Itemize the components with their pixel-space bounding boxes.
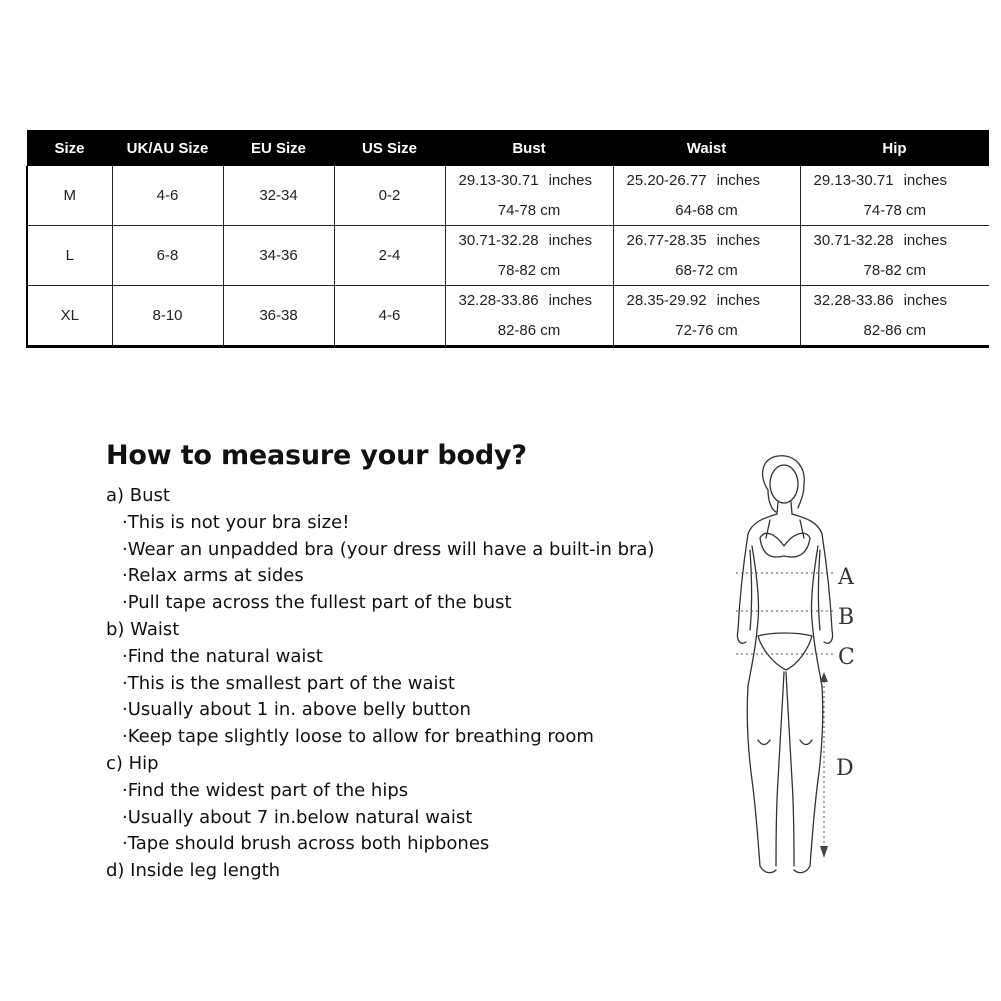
- inch-unit: inches: [716, 232, 760, 250]
- guide-item: ·Find the natural waist: [122, 645, 323, 667]
- header-bust: Bust: [445, 130, 613, 166]
- cell-us: 2-4: [334, 226, 445, 286]
- inch-unit: inches: [903, 232, 947, 250]
- cell-bust: [445, 226, 613, 286]
- cell-uk-au: 6-8: [112, 226, 223, 286]
- header-waist: Waist: [613, 130, 800, 166]
- table-row: [27, 166, 989, 226]
- guide-item: ·Wear an unpadded bra (your dress will have a built-in bra): [122, 538, 655, 560]
- hip-cm: 82-86 cm: [863, 321, 927, 339]
- guide-item: ·This is not your bra size!: [122, 511, 350, 533]
- cell-eu: 34-36: [223, 226, 334, 286]
- cell-uk-au: 8-10: [112, 286, 223, 347]
- cell-hip: [800, 166, 989, 226]
- guide-item: ·Keep tape slightly loose to allow for breathing room: [122, 726, 594, 748]
- bust-inches: 30.71-32.28: [458, 232, 539, 250]
- cell-bust: [445, 166, 613, 226]
- size-chart-table: [26, 130, 989, 348]
- inch-unit: inches: [548, 292, 592, 310]
- section-heading: a) Bust: [106, 485, 170, 506]
- label-b: B: [838, 605, 855, 630]
- inch-unit: inches: [716, 292, 760, 310]
- waist-cm: 64-68 cm: [675, 201, 738, 219]
- cell-hip: [800, 286, 989, 347]
- header-hip: Hip: [800, 130, 989, 166]
- bust-cm: 82-86 cm: [497, 321, 561, 339]
- guide-title: How to measure your body?: [106, 440, 527, 471]
- section-heading: b) Waist: [106, 618, 180, 640]
- cell-us: 4-6: [334, 286, 445, 347]
- inch-unit: inches: [548, 232, 592, 250]
- section-waist: [106, 617, 654, 751]
- hip-cm: 78-82 cm: [863, 261, 927, 279]
- section-heading: d) Inside leg length: [106, 860, 281, 882]
- inch-unit: inches: [903, 172, 947, 190]
- waist-inches: 25.20-26.77: [626, 172, 707, 190]
- inch-unit: inches: [716, 172, 760, 190]
- header-size: Size: [27, 130, 112, 166]
- cell-hip: [800, 226, 989, 286]
- cell-waist: [613, 166, 800, 226]
- label-d: D: [836, 756, 854, 781]
- guide-item: ·Find the widest part of the hips: [122, 779, 409, 801]
- bust-cm: 74-78 cm: [497, 201, 561, 219]
- cell-waist: [613, 226, 800, 286]
- hip-inches: 30.71-32.28: [813, 232, 894, 250]
- size-chart-header-row: [27, 130, 989, 166]
- guide-item: ·Pull tape across the fullest part of the bust: [122, 592, 512, 614]
- cell-waist: [613, 286, 800, 347]
- hip-cm: 74-78 cm: [863, 201, 927, 219]
- header-eu-size: EU Size: [223, 130, 334, 166]
- bust-inches: 32.28-33.86: [458, 292, 539, 310]
- label-a: A: [838, 565, 854, 590]
- section-hip: [106, 751, 654, 858]
- table-row: [27, 286, 989, 347]
- section-heading: c) Hip: [106, 752, 159, 774]
- waist-inches: 26.77-28.35: [626, 232, 707, 250]
- cell-bust: [445, 286, 613, 347]
- waist-inches: 28.35-29.92: [626, 292, 707, 310]
- waist-cm: 68-72 cm: [675, 261, 738, 279]
- guide-item: ·Usually about 7 in.below natural waist: [122, 806, 473, 828]
- cell-size: M: [27, 166, 112, 226]
- guide-item: ·This is the smallest part of the waist: [122, 672, 455, 694]
- guide-item: ·Usually about 1 in. above belly button: [122, 699, 471, 721]
- cell-eu: 32-34: [223, 166, 334, 226]
- inch-unit: inches: [903, 292, 947, 310]
- cell-uk-au: 4-6: [112, 166, 223, 226]
- section-bust: [106, 483, 654, 617]
- header-us-size: US Size: [334, 130, 445, 166]
- section-inside-leg: [106, 858, 654, 885]
- inch-unit: inches: [548, 172, 592, 190]
- body-measurement-figure: [716, 450, 876, 890]
- cell-size: XL: [27, 286, 112, 347]
- label-c: C: [838, 645, 855, 670]
- guide-item: ·Tape should brush across both hipbones: [122, 833, 490, 855]
- guide-item: ·Relax arms at sides: [122, 565, 304, 587]
- hip-inches: 29.13-30.71: [813, 172, 894, 190]
- cell-size: L: [27, 226, 112, 286]
- bust-inches: 29.13-30.71: [458, 172, 539, 190]
- cell-us: 0-2: [334, 166, 445, 226]
- body-outline: [737, 456, 832, 873]
- measurement-guide: [106, 440, 654, 885]
- arrow-up-icon: [820, 672, 828, 682]
- hip-inches: 32.28-33.86: [813, 292, 894, 310]
- arrow-down-icon: [820, 846, 828, 858]
- table-row: [27, 226, 989, 286]
- header-uk-au-size: UK/AU Size: [112, 130, 223, 166]
- bust-cm: 78-82 cm: [497, 261, 561, 279]
- cell-eu: 36-38: [223, 286, 334, 347]
- waist-cm: 72-76 cm: [675, 321, 738, 339]
